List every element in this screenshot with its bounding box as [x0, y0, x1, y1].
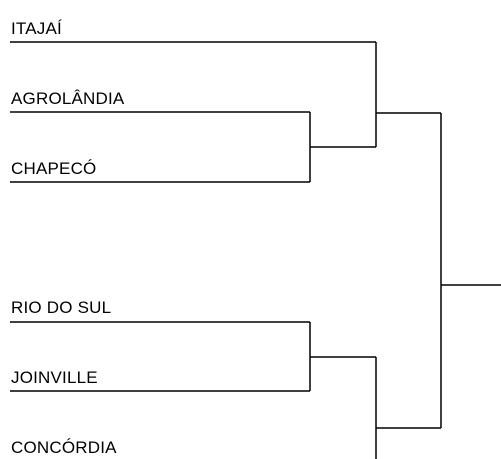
team-label-rio-do-sul: RIO DO SUL	[11, 298, 112, 317]
team-label-chapeco: CHAPECÓ	[11, 159, 97, 178]
team-label-agrolandia: AGROLÂNDIA	[11, 89, 125, 108]
team-label-itajai: ITAJAÍ	[11, 19, 62, 38]
team-label-concordia: CONCÓRDIA	[11, 438, 117, 457]
team-label-joinville: JOINVILLE	[11, 368, 98, 387]
